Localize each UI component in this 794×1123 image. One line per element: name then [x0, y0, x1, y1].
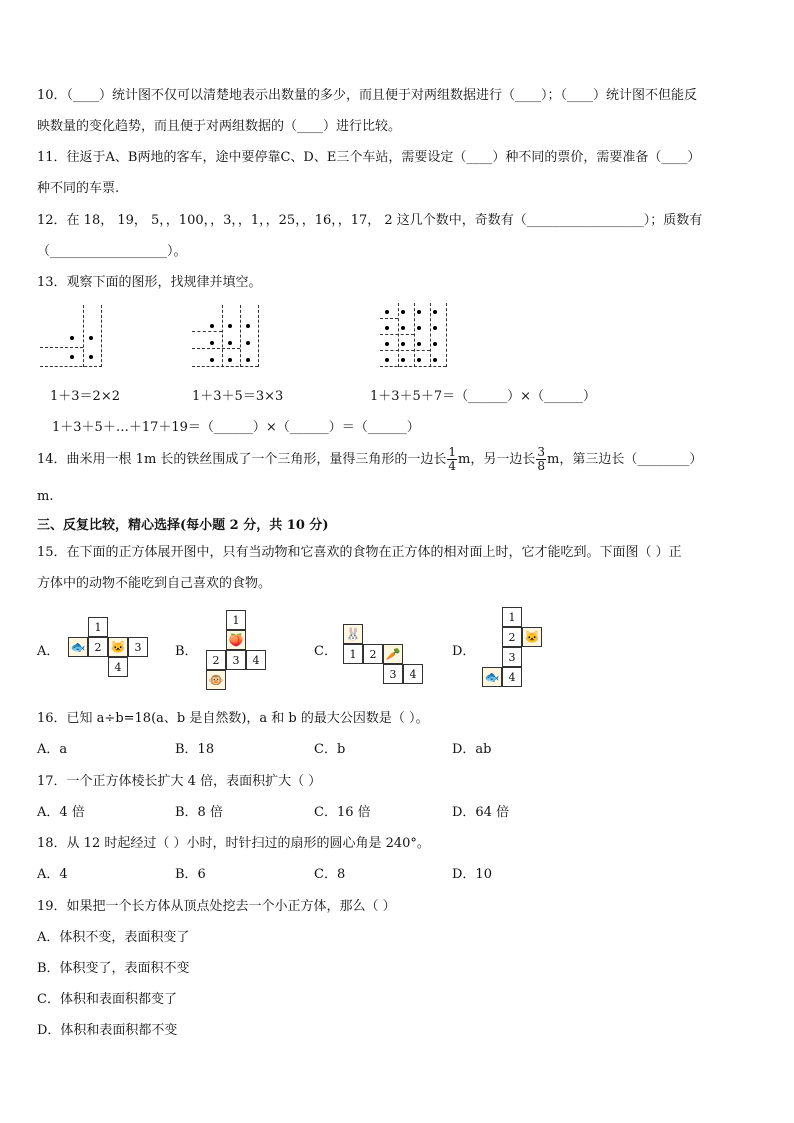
- q10-line2: 映数量的变化趋势，而且便于对两组数据的（____）进行比较。: [37, 119, 402, 134]
- net-c-face-1: 1: [343, 644, 363, 664]
- q16-option-c[interactable]: C．b: [314, 742, 346, 757]
- q19-question: 19．如果把一个长方体从顶点处挖去一个小正方体，那么（ ）: [37, 899, 396, 914]
- section-3-heading: 三、反复比较，精心选择(每小题 2 分，共 10 分): [37, 518, 329, 533]
- fraction-three-eighths: [536, 446, 546, 473]
- q17-question: 17．一个正方体棱长扩大 4 倍，表面积扩大（ ）: [37, 774, 322, 789]
- q16-option-a[interactable]: A．a: [37, 742, 68, 757]
- net-b-face-3: 3: [226, 650, 246, 670]
- cat-icon: 🐱: [108, 637, 128, 657]
- monkey-icon: 🐵: [206, 670, 226, 690]
- q12-line1: 12．在 18， 19， 5，，100，，3，，1，，25，，16，，17， 2 这几个数中，奇数有（__________________）；质数有: [37, 213, 703, 228]
- net-b-face-4: 4: [246, 650, 266, 670]
- q15-option-b[interactable]: B．: [175, 644, 198, 659]
- q17-option-b[interactable]: B．8 倍: [175, 805, 223, 820]
- frac2-num: 3: [537, 445, 546, 459]
- q14-line2: m.: [37, 489, 54, 504]
- q18-option-a[interactable]: A．4: [37, 867, 68, 882]
- q14-line1: [37, 445, 702, 475]
- q16-option-b[interactable]: B．18: [175, 742, 215, 757]
- carrot-icon: 🥕: [383, 644, 403, 664]
- frac1-num: 1: [448, 445, 457, 459]
- q17-option-a[interactable]: A．4 倍: [37, 805, 85, 820]
- peach-icon: 🍑: [226, 630, 246, 650]
- net-a-face-2: 2: [88, 637, 108, 657]
- q19-option-a[interactable]: A．体积不变，表面积变了: [37, 930, 190, 945]
- net-d-face-4: 4: [502, 667, 522, 687]
- net-a-face-1: 1: [88, 617, 108, 637]
- pattern-eq-4: 1＋3＋5＋…＋17＋19＝（______）×（______）＝（______）: [52, 420, 420, 435]
- net-c-face-4: 4: [403, 664, 423, 684]
- q15-option-c[interactable]: C．: [314, 644, 337, 659]
- pattern-eq-2: 1＋3＋5＝3×3: [192, 389, 284, 404]
- net-b-face-1: 1: [226, 610, 246, 630]
- cat-icon: 🐱: [522, 627, 542, 647]
- net-c-face-3: 3: [383, 664, 403, 684]
- q15-line1: 15．在下面的正方体展开图中，只有当动物和它喜欢的食物在正方体的相对面上时，它才能吃到。下面图（ ）正: [37, 545, 682, 560]
- net-d-face-2: 2: [502, 627, 522, 647]
- net-a-face-4: 4: [108, 657, 128, 677]
- q13-prompt: 13．观察下面的图形，找规律并填空。: [37, 275, 262, 290]
- q19-option-c[interactable]: C．体积和表面积都变了: [37, 992, 177, 1007]
- q12-line2: （__________________）。: [37, 244, 187, 259]
- net-b-face-2: 2: [206, 650, 226, 670]
- frac2-den: 8: [537, 459, 546, 473]
- q14-text-2: m，另一边长: [458, 452, 536, 467]
- q15-option-a[interactable]: A．: [37, 644, 60, 659]
- q15-line2: 方体中的动物不能吃到自己喜欢的食物。: [37, 576, 272, 591]
- q18-question: 18．从 12 时起经过（ ）小时，时针扫过的扇形的圆心角是 240°。: [37, 836, 430, 851]
- fish-icon: 🐟: [482, 667, 502, 687]
- q14-text-1: 14．曲米用一根 1m 长的铁丝围成了一个三角形，量得三角形的一边长: [37, 452, 447, 467]
- net-c-face-2: 2: [363, 644, 383, 664]
- q17-option-c[interactable]: C．16 倍: [314, 805, 371, 820]
- q14-text-3: m，第三边长（________）: [547, 452, 703, 467]
- q18-option-b[interactable]: B．6: [175, 867, 206, 882]
- pattern-eq-3: 1＋3＋5＋7＝（______）×（______）: [370, 389, 596, 404]
- q15-option-d[interactable]: D．: [452, 644, 476, 659]
- q16-question: 16．已知 a÷b=18(a、b 是自然数)，a 和 b 的最大公因数是（ ）。: [37, 711, 429, 726]
- net-d-face-3: 3: [502, 647, 522, 667]
- fraction-one-quarter: [447, 446, 457, 473]
- q16-option-d[interactable]: D．ab: [452, 742, 492, 757]
- rabbit-icon: 🐰: [343, 624, 363, 644]
- net-d-face-1: 1: [502, 607, 522, 627]
- q18-option-d[interactable]: D．10: [452, 867, 492, 882]
- q19-option-d[interactable]: D．体积和表面积都不变: [37, 1023, 178, 1038]
- fish-icon: 🐟: [68, 637, 88, 657]
- q19-option-b[interactable]: B．体积变了，表面积不变: [37, 961, 190, 976]
- q11-line2: 种不同的车票.: [37, 181, 120, 196]
- net-a-face-3: 3: [128, 637, 148, 657]
- q11-line1: 11．往返于A、B两地的客车，途中要停靠C、D、E三个车站，需要设定（____）种不同的票价，需要准备（____）: [37, 150, 701, 165]
- q18-option-c[interactable]: C．8: [314, 867, 346, 882]
- q10-line1: 10．（____）统计图不仅可以清楚地表示出数量的多少，而且便于对两组数据进行（____）；（____）统计图不但能反: [37, 88, 698, 103]
- frac1-den: 4: [448, 459, 457, 473]
- q17-option-d[interactable]: D．64 倍: [452, 805, 510, 820]
- pattern-eq-1: 1＋3＝2×2: [50, 389, 120, 404]
